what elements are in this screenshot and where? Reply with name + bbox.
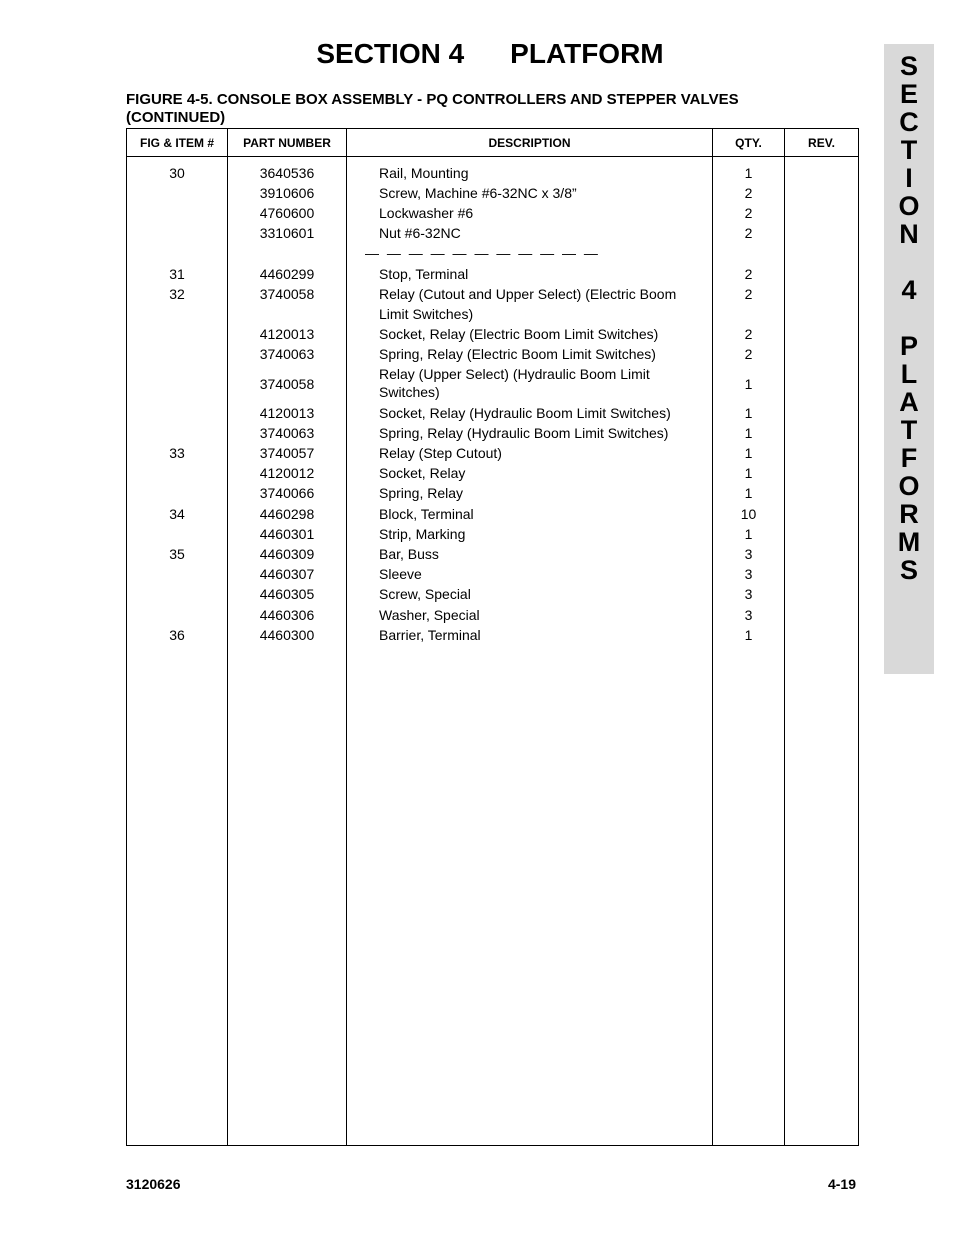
cell-part-number [228,304,347,324]
cell-item [127,324,228,344]
section-label: SECTION 4 [316,38,465,69]
table-row [127,304,859,324]
cell-item [127,483,228,503]
cell-item [127,344,228,364]
cell-description: Relay (Upper Select) (Hydraulic Boom Limit Switches) [347,365,713,403]
column-header-rev: REV. [785,129,859,157]
cell-rev [785,564,859,584]
table-row [127,203,859,223]
cell-item [127,403,228,423]
cell-description: Stop, Terminal [347,264,713,284]
table-row [127,284,859,304]
side-tab-letter [884,248,934,276]
side-tab-letter: R [899,499,919,529]
cell-rev [785,584,859,604]
cell-item [127,423,228,443]
cell-part-number: 4460305 [228,584,347,604]
page-number: 4-19 [827,1176,856,1192]
table-row [127,443,859,463]
cell-item: 33 [127,443,228,463]
table-header-row [127,129,859,157]
side-tab-letter: I [905,163,913,193]
cell-qty: 1 [713,524,785,544]
cell-item [127,223,228,243]
table-row [127,163,859,183]
cell-qty: 1 [713,463,785,483]
cell-part-number: 4460301 [228,524,347,544]
side-tab-letter: 4 [901,275,917,305]
side-tab-letter: C [899,107,919,137]
table-row [127,544,859,564]
cell-item [127,304,228,324]
document-number: 3120626 [126,1176,181,1192]
cell-item: 32 [127,284,228,304]
table-row [127,243,859,263]
column-header-qty: QTY. [713,129,785,157]
cell-item: 34 [127,504,228,524]
cell-rev [785,504,859,524]
figure-title [126,91,826,127]
cell-rev [785,403,859,423]
cell-rev [785,163,859,183]
cell-description: Sleeve [347,564,713,584]
cell-description: — — — — — — — — — — — [347,243,713,263]
cell-qty: 2 [713,324,785,344]
table-row [127,324,859,344]
cell-description: Rail, Mounting [347,163,713,183]
table-row [127,183,859,203]
cell-rev [785,443,859,463]
cell-qty: 2 [713,223,785,243]
cell-rev [785,324,859,344]
cell-qty: 3 [713,564,785,584]
table-row [127,504,859,524]
table-row [127,463,859,483]
cell-description: Limit Switches) [347,304,713,324]
cell-rev [785,344,859,364]
cell-rev [785,223,859,243]
cell-rev [785,463,859,483]
cell-item [127,183,228,203]
cell-part-number: 4460309 [228,544,347,564]
cell-description: Socket, Relay (Hydraulic Boom Limit Switches) [347,403,713,423]
side-tab-letter: T [900,415,918,445]
cell-description: Socket, Relay [347,463,713,483]
cell-part-number: 4460307 [228,564,347,584]
table-row [127,524,859,544]
cell-rev [785,625,859,645]
side-tab-letter: P [899,331,918,361]
side-tab-letter [884,304,934,332]
cell-item [127,605,228,625]
cell-qty: 1 [713,625,785,645]
cell-rev [785,524,859,544]
table-row [127,403,859,423]
cell-description: Relay (Cutout and Upper Select) (Electric Boom [347,284,713,304]
side-tab-letter: L [900,359,918,389]
cell-part-number: 3740063 [228,344,347,364]
cell-qty: 10 [713,504,785,524]
side-tab-letter: O [898,471,920,501]
cell-rev [785,304,859,324]
cell-rev [785,365,859,403]
cell-part-number: 4460300 [228,625,347,645]
cell-rev [785,544,859,564]
cell-rev [785,423,859,443]
cell-qty: 1 [713,483,785,503]
cell-description: Socket, Relay (Electric Boom Limit Switches) [347,324,713,344]
table-row [127,223,859,243]
cell-qty: 3 [713,544,785,564]
column-header-part-number: PART NUMBER [228,129,347,157]
cell-qty: 3 [713,584,785,604]
cell-part-number: 3640536 [228,163,347,183]
cell-part-number: 3740066 [228,483,347,503]
cell-description: Screw, Machine #6-32NC x 3/8” [347,183,713,203]
figure-title-line2: (CONTINUED) [126,109,226,126]
cell-description: Spring, Relay [347,483,713,503]
table-row [127,564,859,584]
cell-rev [785,183,859,203]
table-row [127,365,859,403]
cell-item [127,564,228,584]
cell-rev [785,284,859,304]
cell-qty: 3 [713,605,785,625]
cell-item [127,203,228,223]
table-row [127,344,859,364]
section-title [0,38,954,70]
cell-qty: 2 [713,344,785,364]
cell-qty [713,243,785,263]
cell-qty: 2 [713,203,785,223]
cell-description: Spring, Relay (Electric Boom Limit Switches) [347,344,713,364]
cell-rev [785,605,859,625]
cell-rev [785,264,859,284]
cell-part-number: 4460299 [228,264,347,284]
cell-item [127,365,228,403]
cell-part-number: 3740057 [228,443,347,463]
cell-item [127,524,228,544]
cell-part-number: 3910606 [228,183,347,203]
figure-title-line1: FIGURE 4-5. CONSOLE BOX ASSEMBLY - PQ CONTROLLERS AND STEPPER VALVES [126,91,739,108]
table-row [127,264,859,284]
cell-item [127,584,228,604]
side-tab-letter: N [899,219,919,249]
cell-part-number: 3740063 [228,423,347,443]
cell-item: 30 [127,163,228,183]
cell-part-number: 4760600 [228,203,347,223]
cell-rev [785,243,859,263]
section-name: PLATFORM [510,38,664,69]
column-header-item: FIG & ITEM # [127,129,228,157]
cell-qty: 1 [713,443,785,463]
cell-part-number: 4120013 [228,403,347,423]
table-row [127,584,859,604]
parts-table [126,128,859,1146]
cell-part-number: 3740058 [228,284,347,304]
cell-description: Nut #6-32NC [347,223,713,243]
cell-description: Block, Terminal [347,504,713,524]
side-tab-letter: S [899,51,918,81]
cell-part-number: 4120012 [228,463,347,483]
cell-item: 36 [127,625,228,645]
cell-part-number [228,243,347,263]
cell-part-number: 4120013 [228,324,347,344]
side-tab-letter: F [900,443,918,473]
cell-part-number: 3740058 [228,365,347,403]
cell-part-number: 4460306 [228,605,347,625]
cell-part-number: 4460298 [228,504,347,524]
section-side-tab [884,44,934,674]
cell-item [127,463,228,483]
side-tab-letter: S [899,555,918,585]
cell-description: Barrier, Terminal [347,625,713,645]
cell-qty: 1 [713,365,785,403]
cell-qty: 2 [713,183,785,203]
cell-description: Screw, Special [347,584,713,604]
table-row [127,483,859,503]
cell-item [127,243,228,263]
cell-qty: 1 [713,423,785,443]
cell-qty: 2 [713,284,785,304]
side-tab-letter: M [897,527,921,557]
cell-qty: 1 [713,163,785,183]
cell-qty [713,304,785,324]
cell-description: Washer, Special [347,605,713,625]
side-tab-letter: O [898,191,920,221]
cell-item: 31 [127,264,228,284]
cell-description: Lockwasher #6 [347,203,713,223]
table-row [127,625,859,645]
cell-part-number: 3310601 [228,223,347,243]
cell-description: Strip, Marking [347,524,713,544]
cell-description: Spring, Relay (Hydraulic Boom Limit Switches) [347,423,713,443]
side-tab-letter: A [899,387,919,417]
side-tab-letter: E [899,79,918,109]
cell-item: 35 [127,544,228,564]
side-tab-letter: T [900,135,918,165]
cell-rev [785,203,859,223]
cell-rev [785,483,859,503]
table-row [127,423,859,443]
cell-description: Relay (Step Cutout) [347,443,713,463]
cell-qty: 2 [713,264,785,284]
cell-description: Bar, Buss [347,544,713,564]
column-header-description: DESCRIPTION [347,129,713,157]
cell-qty: 1 [713,403,785,423]
table-row [127,605,859,625]
